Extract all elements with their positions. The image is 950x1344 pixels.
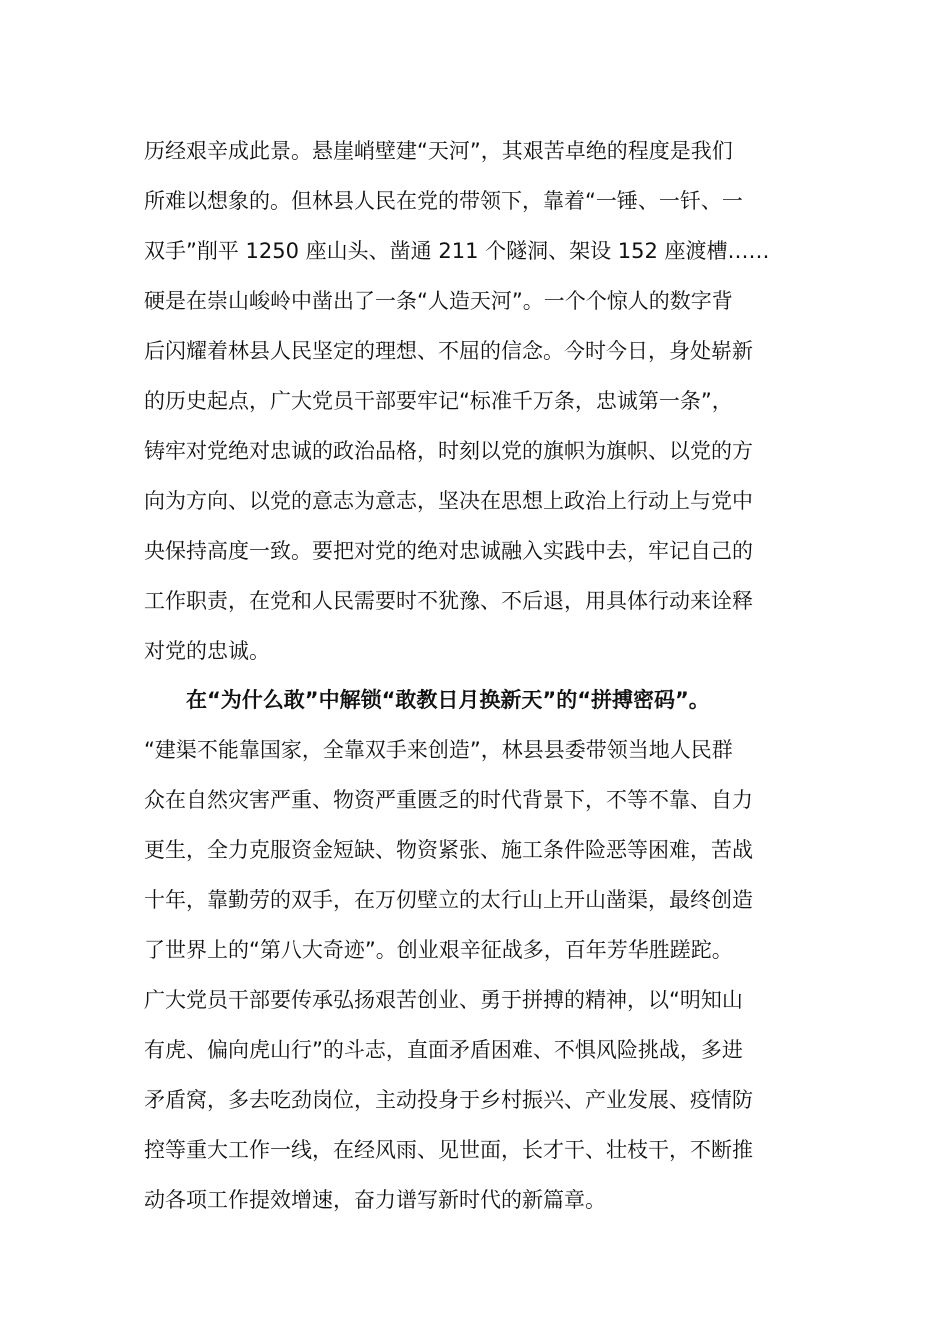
- paragraph-line: 动各项工作提效增速，奋力谱写新时代的新篇章。: [144, 1188, 606, 1212]
- paragraph-line: 众在自然灾害严重、物资严重匮乏的时代背景下，不等不靠、自力: [144, 788, 753, 812]
- paragraph-line: 铸牢对党绝对忠诚的政治品格，时刻以党的旗帜为旗帜、以党的方: [144, 439, 753, 463]
- paragraph-line: 所难以想象的。但林县人民在党的带领下，靠着“一锤、一钎、一: [144, 189, 743, 213]
- paragraph-line: “建渠不能靠国家，全靠双手来创造”，林县县委带领当地人民群: [144, 738, 733, 762]
- paragraph-line: 矛盾窝，多去吃劲岗位，主动投身于乡村振兴、产业发展、疫情防: [144, 1088, 753, 1112]
- paragraph-line: 的历史起点，广大党员干部要牢记“标准千万条，忠诚第一条”，: [144, 389, 733, 413]
- paragraph-line: 硬是在崇山峻岭中凿出了一条“人造天河”。一个个惊人的数字背: [144, 289, 733, 313]
- paragraph-line: 央保持高度一致。要把对党的绝对忠诚融入实践中去，牢记自己的: [144, 539, 753, 563]
- paragraph-line: 广大党员干部要传承弘扬艰苦创业、勇于拼搏的精神，以“明知山: [144, 988, 743, 1012]
- paragraph-line: 对党的忠诚。: [144, 639, 270, 663]
- paragraph-line: 向为方向、以党的意志为意志，坚决在思想上政治上行动上与党中: [144, 489, 753, 513]
- paragraph-line: 后闪耀着林县人民坚定的理想、不屈的信念。今时今日，身处崭新: [144, 339, 753, 363]
- paragraph-line: 双手”削平 1250 座山头、凿通 211 个隧洞、架设 152 座渡槽……: [144, 239, 770, 263]
- paragraph-line: 工作职责，在党和人民需要时不犹豫、不后退，用具体行动来诠释: [144, 589, 753, 613]
- paragraph-line: 控等重大工作一线，在经风雨、见世面，长才干、壮枝干，不断推: [144, 1138, 753, 1162]
- paragraph-line: 十年，靠勤劳的双手，在万仞壁立的太行山上开山凿渠，最终创造: [144, 888, 753, 912]
- paragraph-line: 历经艰辛成此景。悬崖峭壁建“天河”，其艰苦卓绝的程度是我们: [144, 139, 733, 163]
- paragraph-line: 更生，全力克服资金短缺、物资紧张、施工条件险恶等困难，苦战: [144, 838, 753, 862]
- paragraph-line: 有虎、偏向虎山行”的斗志，直面矛盾困难、不惧风险挑战，多进: [144, 1038, 743, 1062]
- paragraph-line: 了世界上的“第八大奇迹”。创业艰辛征战多，百年芳华胜蹉跎。: [144, 938, 733, 962]
- section-heading: 在“为什么敢”中解锁“敢教日月换新天”的“拼搏密码”。: [186, 688, 710, 712]
